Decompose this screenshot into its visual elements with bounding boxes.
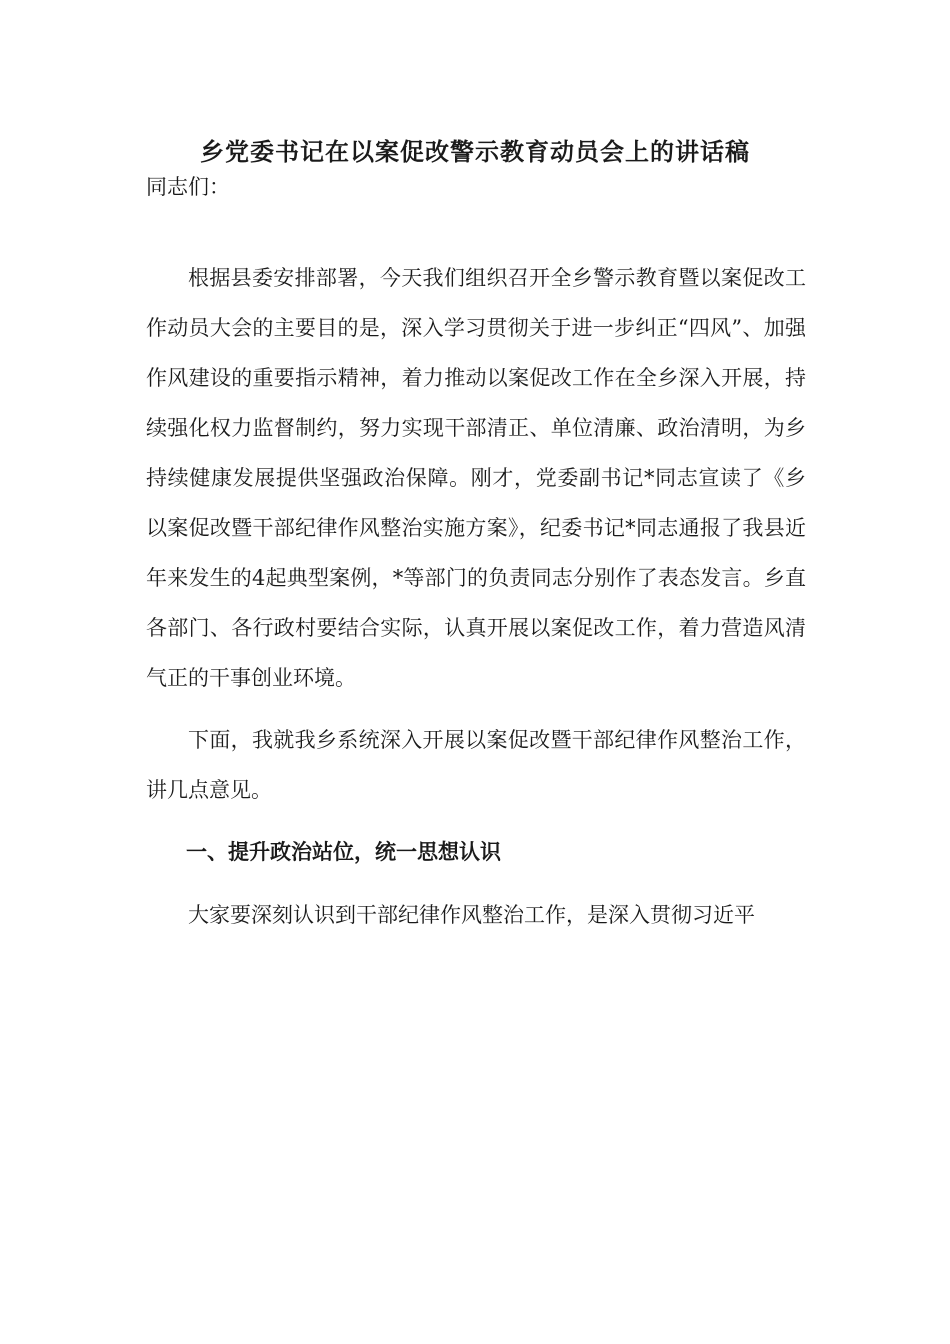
- document-title: 乡党委书记在以案促改警示教育动员会上的讲话稿: [200, 137, 750, 166]
- salutation: 同志们：: [146, 175, 230, 199]
- section-paragraph: 大家要深刻认识到干部纪律作风整治工作，是深入贯彻习近平: [188, 903, 755, 927]
- paragraph-overview: 下面，我就我乡系统深入开展以案促改暨干部纪律作风整治工作，讲几点意见。: [146, 728, 806, 802]
- paragraph-intro: 根据县委安排部署，今天我们组织召开全乡警示教育暨以案促改工作动员大会的主要目的是，深入学习贯彻关于进一步纠正“四风”、加强作风建设的重要指示精神，着力推动以案促改工作在全乡深入开展，持续强化权力监督制约，努力实现干部清正、单位清廉、政治清明，为乡持续健康发展提供坚强政治保障。刚才，党委副书记*同志宣读了《乡以案促改暨干部纪律作风整治实施方案》，纪委书记*同志通报了我县近年来发生的4起典型案例，*等部门的负责同志分别作了表态发言。乡直各部门、各行政村要结合实际，认真开展以案促改工作，着力营造风清气正的干事创业环境。: [146, 266, 806, 690]
- section-heading: 一、提升政治站位，统一思想认识: [186, 839, 501, 864]
